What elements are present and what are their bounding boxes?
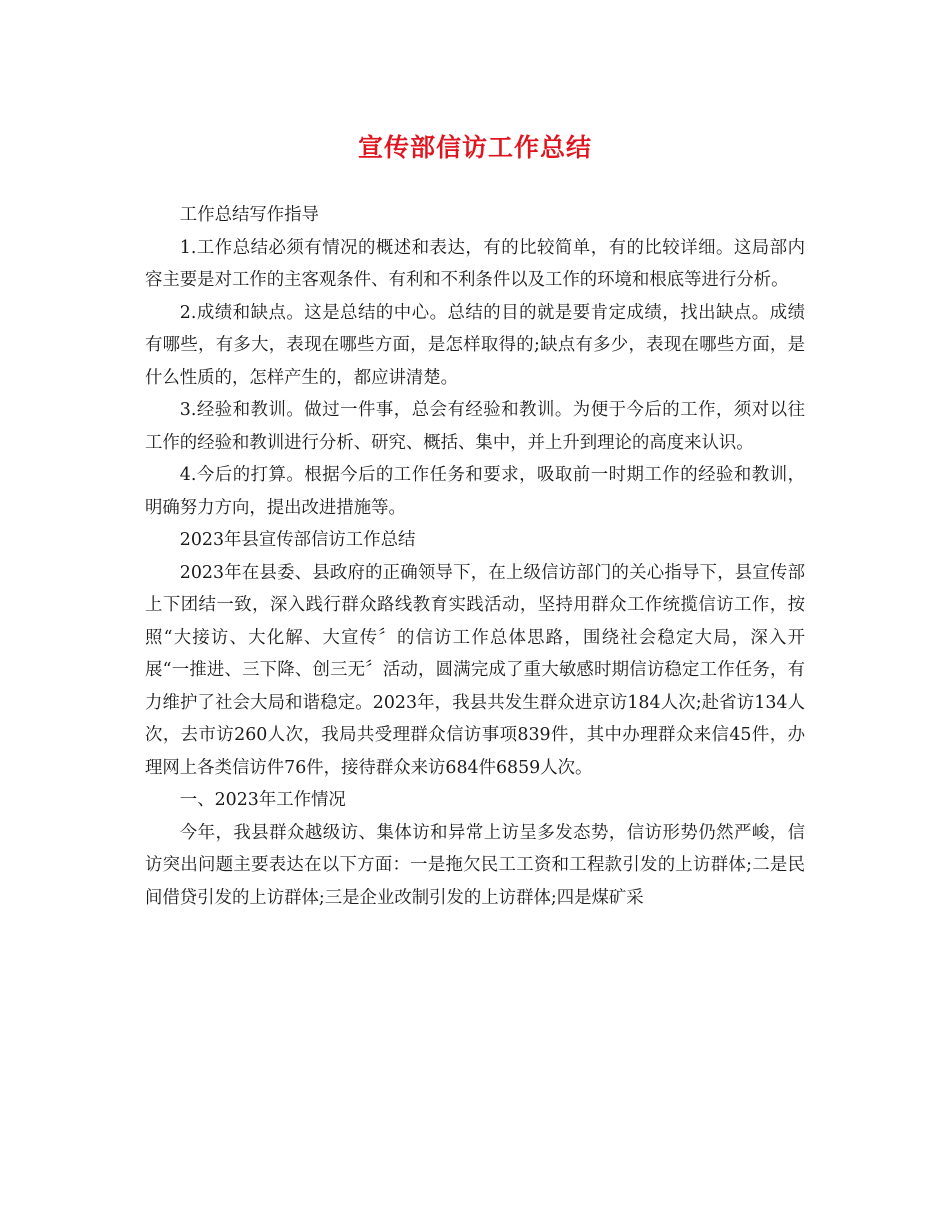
document-title: 宣传部信访工作总结: [357, 133, 592, 162]
guide-point-2: 2.成绩和缺点。这是总结的中心。总结的目的就是要肯定成绩，找出缺点。成绩有哪些，有多大，表现在哪些方面，是怎样取得的;缺点有多少，表现在哪些方面，是什么性质的，怎样产生的，都应讲清楚。: [145, 302, 805, 388]
report-intro-paragraph: 2023年在县委、县政府的正确领导下，在上级信访部门的关心指导下，县宣传部上下团结一致，深入践行群众路线教育实践活动，坚持用群众工作统揽信访工作，按照“大接访、大化解、大宣传〞的信访工作总体思路，围绕社会稳定大局，深入开展“一推进、三下降、创三无〞活动，圆满完成了重大敏感时期信访稳定工作任务，有力维护了社会大局和谐稳定。2023年，我县共发生群众进京访184人次;赴省访134人次，去市访260人次，我局共受理群众信访事项839件，其中办理群众来信45件，办理网上各类信访件76件，接待群众来访684件6859人次。: [145, 562, 805, 778]
section-heading-work-situation: 一、2023年工作情况: [179, 790, 346, 810]
work-situation-paragraph: 今年，我县群众越级访、集体访和异常上访呈多发态势，信访形势仍然严峻，信访突出问题主要表达在以下方面：一是拖欠民工工资和工程款引发的上访群体;二是民间借贷引发的上访群体;三是企业改制引发的上访群体;四是煤矿采: [145, 822, 805, 908]
guide-point-3: 3.经验和教训。做过一件事，总会有经验和教训。为便于今后的工作，须对以往工作的经验和教训进行分析、研究、概括、集中，并上升到理论的高度来认识。: [145, 400, 805, 453]
guide-heading: 工作总结写作指导: [179, 205, 319, 225]
guide-point-4: 4.今后的打算。根据今后的工作任务和要求，吸取前一时期工作的经验和教训，明确努力方向，提出改进措施等。: [145, 465, 805, 518]
document-body: [145, 199, 805, 914]
report-heading: 2023年县宣传部信访工作总结: [179, 530, 416, 550]
guide-point-1: 1.工作总结必须有情况的概述和表达，有的比较简单，有的比较详细。这局部内容主要是对工作的主客观条件、有利和不利条件以及工作的环境和根底等进行分析。: [145, 237, 805, 290]
